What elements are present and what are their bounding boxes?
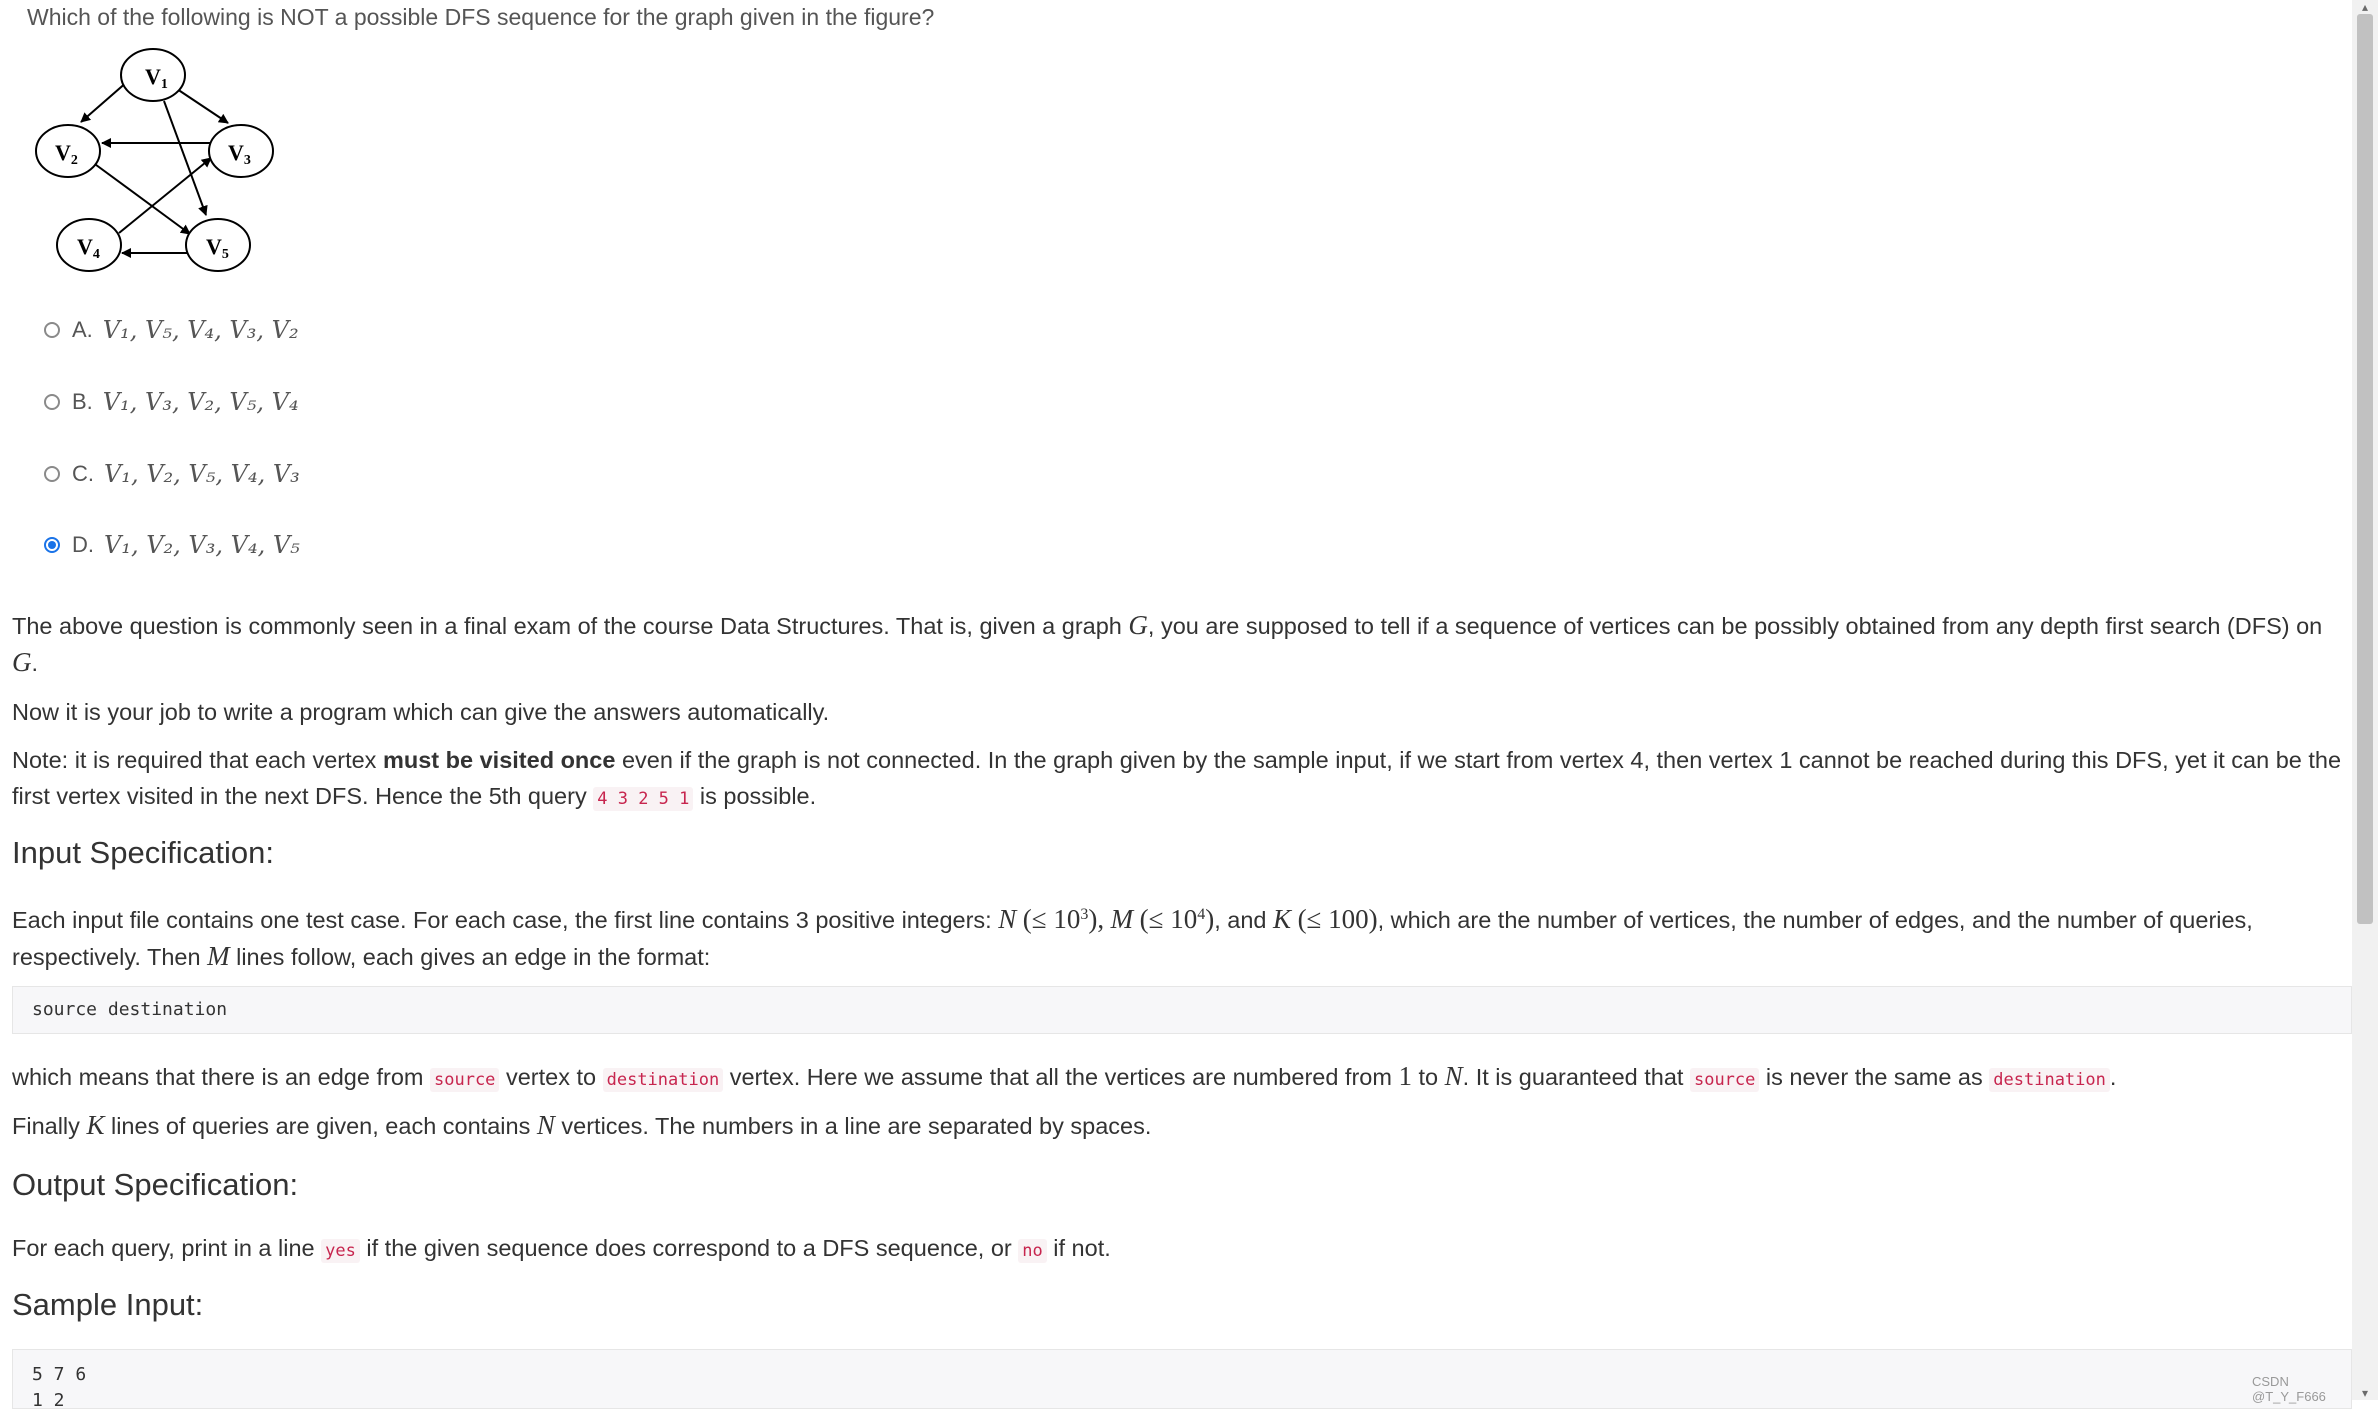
sample-input-codeblock	[12, 1349, 2352, 1409]
node-v2	[36, 125, 100, 177]
option-b[interactable]	[44, 385, 299, 419]
option-c-letter: C.	[72, 461, 94, 486]
sample-input-line: 5 7 6	[32, 1364, 87, 1385]
option-a-sequence: V₁, V₅, V₄, V₃, V₂	[102, 316, 299, 344]
option-c[interactable]	[44, 457, 300, 491]
option-a-letter: A.	[72, 317, 93, 342]
option-b-radio[interactable]	[44, 394, 60, 410]
output-spec-heading: Output Specification:	[12, 1167, 299, 1202]
scroll-down-icon[interactable]: ▾	[2361, 1386, 2369, 1400]
option-d[interactable]	[44, 528, 300, 562]
input-spec-heading: Input Specification:	[12, 835, 274, 870]
svg-text:V2: V2	[55, 140, 78, 168]
vertical-scrollbar[interactable]	[2352, 0, 2378, 1400]
option-d-letter: D.	[72, 532, 94, 557]
svg-text:V4: V4	[77, 234, 100, 262]
inline-code-query: 4 3 2 5 1	[593, 787, 693, 811]
input-spec-paragraph-1: Each input file contains one test case. For each case, the first line contains 3 positive integers: N (≤ $10^3$), M (≤ $10^4$), and K (≤ 100), which are the number of vertices, the number of edges, and the number of queries, respectively. Then M lines follow, each gives an edge in the format:	[12, 903, 2253, 971]
watermark: CSDN @T_Y_F666	[2252, 1374, 2326, 1404]
option-c-sequence: V₁, V₂, V₅, V₄, V₃	[104, 460, 300, 488]
option-c-radio[interactable]	[44, 466, 60, 482]
input-spec-paragraph-2: which means that there is an edge from source vertex to destination vertex. Here we assume that all the vertices are numbered from 1 to N. It is guaranteed that source is never the same as destination .	[12, 1061, 2117, 1091]
graph-figure	[30, 45, 290, 285]
option-d-sequence: V₁, V₂, V₃, V₄, V₅	[104, 531, 300, 559]
svg-text:V1: V1	[145, 64, 168, 92]
svg-text:V5: V5	[206, 234, 229, 262]
edge-v1-v2	[81, 81, 128, 122]
node-v4	[57, 219, 121, 271]
option-b-sequence: V₁, V₃, V₂, V₅, V₄	[102, 388, 299, 416]
svg-text:V3: V3	[228, 140, 251, 168]
intro-paragraph-2: Now it is your job to write a program which can give the answers automatically.	[12, 699, 830, 725]
edge-v4-v3	[119, 158, 211, 233]
inline-code-yes: yes	[321, 1239, 360, 1263]
option-d-radio[interactable]	[44, 537, 60, 553]
node-v5	[186, 219, 250, 271]
output-spec-paragraph: For each query, print in a line yes if the given sequence does correspond to a DFS sequence, or no if not.	[12, 1235, 1111, 1261]
sample-input-heading: Sample Input:	[12, 1287, 204, 1322]
option-a-radio[interactable]	[44, 322, 60, 338]
sample-input-line: 1 2	[32, 1390, 65, 1411]
intro-paragraph-1: The above question is commonly seen in a final exam of the course Data Structures. That is, given a graph G, you are supposed to tell if a sequence of vertices can be possibly obtained from any depth first search (DFS) on G.	[12, 610, 2323, 677]
question-text: Which of the following is NOT a possible DFS sequence for the graph given in the figure?	[27, 4, 935, 30]
scrollbar-thumb[interactable]	[2357, 14, 2373, 924]
option-a[interactable]	[44, 313, 299, 347]
inline-code-no: no	[1018, 1239, 1046, 1263]
input-spec-paragraph-3: Finally K lines of queries are given, each contains N vertices. The numbers in a line are separated by spaces.	[12, 1110, 1152, 1140]
node-v3	[209, 125, 273, 177]
intro-paragraph-3: Note: it is required that each vertex must be visited once even if the graph is not connected. In the graph given by the sample input, if we start from vertex 4, then vertex 1 cannot be reached during this DFS, yet it can be the first vertex visited in the next DFS. Hence the 5th query 4 3 2 5 1 is possible.	[12, 747, 2342, 809]
node-v1	[121, 49, 185, 101]
edge-v1-v5	[164, 101, 206, 215]
option-b-letter: B.	[72, 389, 93, 414]
edge-format-codeblock: source destination	[12, 986, 2352, 1034]
scroll-up-icon[interactable]: ▴	[2361, 0, 2369, 14]
